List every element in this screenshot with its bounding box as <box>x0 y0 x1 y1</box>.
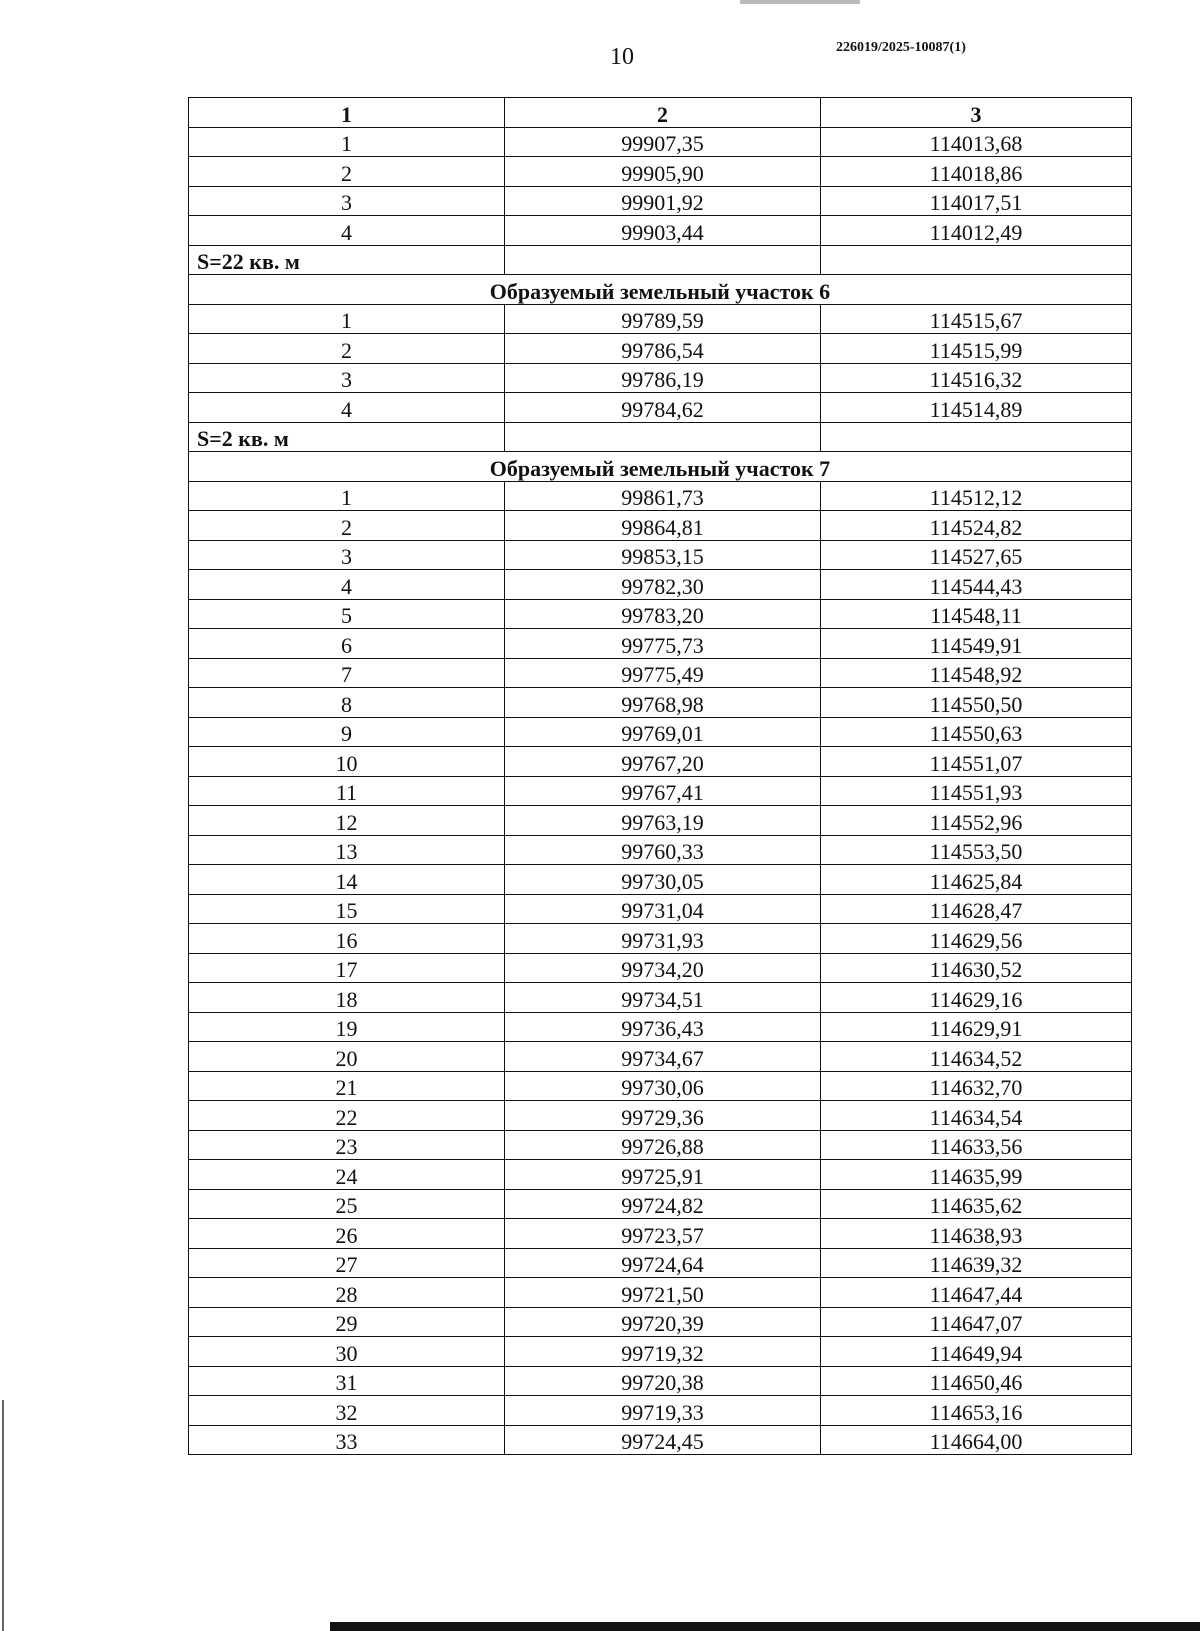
table-row <box>189 1219 1132 1249</box>
y-coordinate-cell: 114653,16 <box>821 1396 1132 1426</box>
x-coordinate-cell: 99903,44 <box>505 216 821 246</box>
point-number-cell: 1 <box>189 127 505 157</box>
y-coordinate-cell: 114512,12 <box>821 481 1132 511</box>
y-coordinate-cell: 114634,52 <box>821 1042 1132 1072</box>
point-number-cell: 4 <box>189 216 505 246</box>
y-coordinate-cell: 114664,00 <box>821 1425 1132 1455</box>
point-number-cell: 3 <box>189 363 505 393</box>
y-coordinate-cell: 114018,86 <box>821 157 1132 187</box>
y-coordinate-cell: 114524,82 <box>821 511 1132 541</box>
point-number-cell: 25 <box>189 1189 505 1219</box>
point-number-cell: 1 <box>189 481 505 511</box>
table-row <box>189 806 1132 836</box>
empty-cell <box>821 245 1132 275</box>
point-number-cell: 24 <box>189 1160 505 1190</box>
table-row <box>189 1307 1132 1337</box>
plot-title-row <box>189 452 1132 482</box>
point-number-cell: 4 <box>189 393 505 423</box>
point-number-cell: 2 <box>189 511 505 541</box>
table-row <box>189 717 1132 747</box>
point-number-cell: 4 <box>189 570 505 600</box>
y-coordinate-cell: 114629,56 <box>821 924 1132 954</box>
table-row <box>189 747 1132 777</box>
point-number-cell: 8 <box>189 688 505 718</box>
y-coordinate-cell: 114550,50 <box>821 688 1132 718</box>
table-row <box>189 924 1132 954</box>
x-coordinate-cell: 99736,43 <box>505 1012 821 1042</box>
x-coordinate-cell: 99724,64 <box>505 1248 821 1278</box>
point-number-cell: 2 <box>189 334 505 364</box>
y-coordinate-cell: 114553,50 <box>821 835 1132 865</box>
column-header-1: 1 <box>189 98 505 128</box>
x-coordinate-cell: 99784,62 <box>505 393 821 423</box>
column-header-3: 3 <box>821 98 1132 128</box>
scan-edge-left <box>2 1400 4 1631</box>
point-number-cell: 21 <box>189 1071 505 1101</box>
table-row <box>189 1130 1132 1160</box>
y-coordinate-cell: 114628,47 <box>821 894 1132 924</box>
table-row <box>189 688 1132 718</box>
x-coordinate-cell: 99721,50 <box>505 1278 821 1308</box>
point-number-cell: 19 <box>189 1012 505 1042</box>
x-coordinate-cell: 99724,82 <box>505 1189 821 1219</box>
point-number-cell: 29 <box>189 1307 505 1337</box>
point-number-cell: 22 <box>189 1101 505 1131</box>
x-coordinate-cell: 99769,01 <box>505 717 821 747</box>
table-row <box>189 304 1132 334</box>
y-coordinate-cell: 114012,49 <box>821 216 1132 246</box>
y-coordinate-cell: 114635,99 <box>821 1160 1132 1190</box>
y-coordinate-cell: 114635,62 <box>821 1189 1132 1219</box>
point-number-cell: 30 <box>189 1337 505 1367</box>
coordinates-table <box>188 97 1132 1455</box>
point-number-cell: 23 <box>189 1130 505 1160</box>
table-row <box>189 629 1132 659</box>
y-coordinate-cell: 114633,56 <box>821 1130 1132 1160</box>
y-coordinate-cell: 114629,16 <box>821 983 1132 1013</box>
y-coordinate-cell: 114629,91 <box>821 1012 1132 1042</box>
table-row <box>189 1248 1132 1278</box>
x-coordinate-cell: 99907,35 <box>505 127 821 157</box>
table-row <box>189 1278 1132 1308</box>
x-coordinate-cell: 99767,20 <box>505 747 821 777</box>
column-header-2: 2 <box>505 98 821 128</box>
table-row <box>189 216 1132 246</box>
x-coordinate-cell: 99731,93 <box>505 924 821 954</box>
point-number-cell: 6 <box>189 629 505 659</box>
table-row <box>189 540 1132 570</box>
point-number-cell: 7 <box>189 658 505 688</box>
y-coordinate-cell: 114549,91 <box>821 629 1132 659</box>
y-coordinate-cell: 114638,93 <box>821 1219 1132 1249</box>
y-coordinate-cell: 114634,54 <box>821 1101 1132 1131</box>
x-coordinate-cell: 99775,73 <box>505 629 821 659</box>
point-number-cell: 11 <box>189 776 505 806</box>
table-row <box>189 157 1132 187</box>
table-row <box>189 1012 1132 1042</box>
point-number-cell: 13 <box>189 835 505 865</box>
y-coordinate-cell: 114630,52 <box>821 953 1132 983</box>
table-row <box>189 511 1132 541</box>
page-number: 10 <box>610 44 634 70</box>
point-number-cell: 9 <box>189 717 505 747</box>
y-coordinate-cell: 114515,99 <box>821 334 1132 364</box>
table-row <box>189 1396 1132 1426</box>
x-coordinate-cell: 99730,05 <box>505 865 821 895</box>
area-value: S=2 кв. м <box>189 422 505 452</box>
x-coordinate-cell: 99763,19 <box>505 806 821 836</box>
point-number-cell: 10 <box>189 747 505 777</box>
y-coordinate-cell: 114647,44 <box>821 1278 1132 1308</box>
point-number-cell: 20 <box>189 1042 505 1072</box>
y-coordinate-cell: 114013,68 <box>821 127 1132 157</box>
x-coordinate-cell: 99901,92 <box>505 186 821 216</box>
point-number-cell: 14 <box>189 865 505 895</box>
y-coordinate-cell: 114515,67 <box>821 304 1132 334</box>
table-row <box>189 1101 1132 1131</box>
y-coordinate-cell: 114550,63 <box>821 717 1132 747</box>
coordinates-table-body <box>189 98 1132 1455</box>
y-coordinate-cell: 114527,65 <box>821 540 1132 570</box>
table-row <box>189 1189 1132 1219</box>
y-coordinate-cell: 114552,96 <box>821 806 1132 836</box>
area-row <box>189 422 1132 452</box>
x-coordinate-cell: 99783,20 <box>505 599 821 629</box>
x-coordinate-cell: 99725,91 <box>505 1160 821 1190</box>
point-number-cell: 28 <box>189 1278 505 1308</box>
plot-title: Образуемый земельный участок 6 <box>189 275 1132 305</box>
x-coordinate-cell: 99782,30 <box>505 570 821 600</box>
x-coordinate-cell: 99719,33 <box>505 1396 821 1426</box>
y-coordinate-cell: 114647,07 <box>821 1307 1132 1337</box>
y-coordinate-cell: 114650,46 <box>821 1366 1132 1396</box>
table-row <box>189 835 1132 865</box>
x-coordinate-cell: 99853,15 <box>505 540 821 570</box>
table-header-row <box>189 98 1132 128</box>
point-number-cell: 27 <box>189 1248 505 1278</box>
y-coordinate-cell: 114548,11 <box>821 599 1132 629</box>
table-row <box>189 983 1132 1013</box>
y-coordinate-cell: 114548,92 <box>821 658 1132 688</box>
y-coordinate-cell: 114544,43 <box>821 570 1132 600</box>
x-coordinate-cell: 99719,32 <box>505 1337 821 1367</box>
x-coordinate-cell: 99720,39 <box>505 1307 821 1337</box>
table-row <box>189 334 1132 364</box>
point-number-cell: 18 <box>189 983 505 1013</box>
point-number-cell: 12 <box>189 806 505 836</box>
table-row <box>189 570 1132 600</box>
point-number-cell: 1 <box>189 304 505 334</box>
table-row <box>189 127 1132 157</box>
scan-edge-bottom <box>330 1622 1200 1631</box>
table-row <box>189 393 1132 423</box>
point-number-cell: 2 <box>189 157 505 187</box>
x-coordinate-cell: 99775,49 <box>505 658 821 688</box>
table-row <box>189 599 1132 629</box>
x-coordinate-cell: 99768,98 <box>505 688 821 718</box>
x-coordinate-cell: 99734,51 <box>505 983 821 1013</box>
table-row <box>189 1337 1132 1367</box>
point-number-cell: 3 <box>189 540 505 570</box>
table-row <box>189 1160 1132 1190</box>
empty-cell <box>505 422 821 452</box>
y-coordinate-cell: 114632,70 <box>821 1071 1132 1101</box>
table-row <box>189 658 1132 688</box>
y-coordinate-cell: 114514,89 <box>821 393 1132 423</box>
table-row <box>189 1071 1132 1101</box>
table-row <box>189 1425 1132 1455</box>
point-number-cell: 3 <box>189 186 505 216</box>
area-value: S=22 кв. м <box>189 245 505 275</box>
x-coordinate-cell: 99726,88 <box>505 1130 821 1160</box>
table-row <box>189 894 1132 924</box>
point-number-cell: 5 <box>189 599 505 629</box>
table-row <box>189 776 1132 806</box>
x-coordinate-cell: 99861,73 <box>505 481 821 511</box>
x-coordinate-cell: 99734,67 <box>505 1042 821 1072</box>
x-coordinate-cell: 99734,20 <box>505 953 821 983</box>
table-row <box>189 1042 1132 1072</box>
scan-mark-top <box>740 0 860 4</box>
x-coordinate-cell: 99789,59 <box>505 304 821 334</box>
table-row <box>189 481 1132 511</box>
x-coordinate-cell: 99729,36 <box>505 1101 821 1131</box>
table-row <box>189 953 1132 983</box>
point-number-cell: 26 <box>189 1219 505 1249</box>
x-coordinate-cell: 99905,90 <box>505 157 821 187</box>
x-coordinate-cell: 99767,41 <box>505 776 821 806</box>
y-coordinate-cell: 114639,32 <box>821 1248 1132 1278</box>
y-coordinate-cell: 114649,94 <box>821 1337 1132 1367</box>
x-coordinate-cell: 99723,57 <box>505 1219 821 1249</box>
document-id: 226019/2025-10087(1) <box>836 40 966 55</box>
x-coordinate-cell: 99864,81 <box>505 511 821 541</box>
plot-title-row <box>189 275 1132 305</box>
table-row <box>189 865 1132 895</box>
y-coordinate-cell: 114551,93 <box>821 776 1132 806</box>
point-number-cell: 16 <box>189 924 505 954</box>
point-number-cell: 33 <box>189 1425 505 1455</box>
plot-title: Образуемый земельный участок 7 <box>189 452 1132 482</box>
area-row <box>189 245 1132 275</box>
y-coordinate-cell: 114017,51 <box>821 186 1132 216</box>
x-coordinate-cell: 99724,45 <box>505 1425 821 1455</box>
x-coordinate-cell: 99786,54 <box>505 334 821 364</box>
x-coordinate-cell: 99786,19 <box>505 363 821 393</box>
empty-cell <box>821 422 1132 452</box>
point-number-cell: 32 <box>189 1396 505 1426</box>
table-row <box>189 363 1132 393</box>
point-number-cell: 31 <box>189 1366 505 1396</box>
y-coordinate-cell: 114516,32 <box>821 363 1132 393</box>
x-coordinate-cell: 99730,06 <box>505 1071 821 1101</box>
table-row <box>189 1366 1132 1396</box>
x-coordinate-cell: 99731,04 <box>505 894 821 924</box>
table-row <box>189 186 1132 216</box>
y-coordinate-cell: 114551,07 <box>821 747 1132 777</box>
empty-cell <box>505 245 821 275</box>
x-coordinate-cell: 99760,33 <box>505 835 821 865</box>
point-number-cell: 17 <box>189 953 505 983</box>
y-coordinate-cell: 114625,84 <box>821 865 1132 895</box>
x-coordinate-cell: 99720,38 <box>505 1366 821 1396</box>
point-number-cell: 15 <box>189 894 505 924</box>
